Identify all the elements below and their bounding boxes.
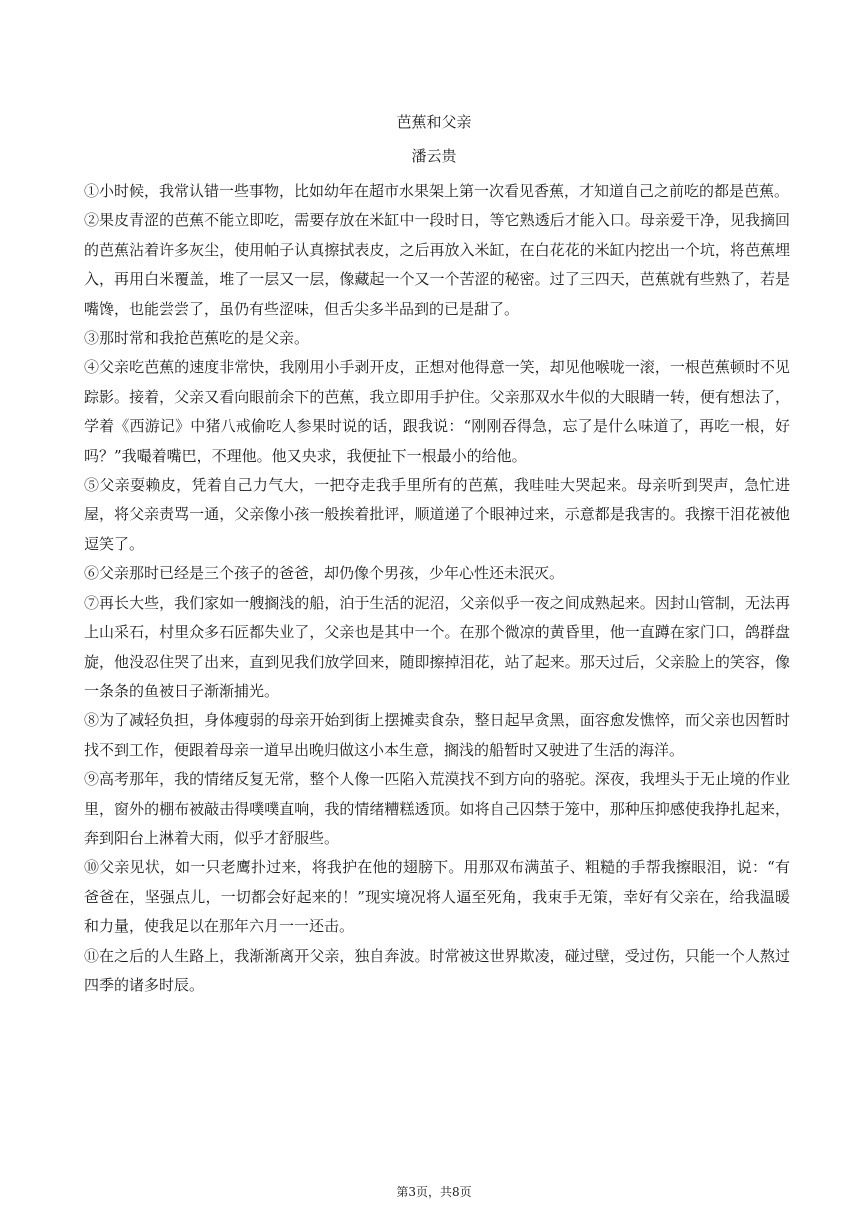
paragraph-8: ⑧为了减轻负担，身体瘦弱的母亲开始到街上摆摊卖食杂，整日起早贪黑，面容愈发憔悴，而父亲也因暂时找不到工作，便跟着母亲一道早出晚归做这小本生意，搁浅的船暂时又驶进了生活的海洋。 [84,711,790,759]
paragraph-5: ⑤父亲耍赖皮，凭着自己力气大，一把夺走我手里所有的芭蕉，我哇哇大哭起来。母亲听到哭声，急忙进屋，将父亲责骂一通，父亲像小孩一般挨着批评，顺道递了个眼神过来，示意都是我害的。我擦干泪花被他逗笑了。 [84,476,790,553]
paragraph-4: ④父亲吃芭蕉的速度非常快，我刚用小手剥开皮，正想对他得意一笑，却见他喉咙一滚，一根芭蕉顿时不见踪影。接着，父亲又看向眼前余下的芭蕉，我立即用手护住。父亲那双水牛似的大眼睛一转，便有想法了，学着《西游记》中猪八戒偷吃人参果时说的话，跟我说：“刚刚吞得急，忘了是什么味道了，再吃一根，好吗？”我嘬着嘴巴，不理他。他又央求，我便扯下一根最小的给他。 [84,358,790,465]
document-body [84,177,790,1000]
paragraph-3: ③那时常和我抢芭蕉吃的是父亲。 [84,329,310,348]
paragraph-6: ⑥父亲那时已经是三个孩子的爸爸，却仍像个男孩，少年心性还未泯灭。 [84,564,565,583]
paragraph-9: ⑨高考那年，我的情绪反复无常，整个人像一匹陷入荒漠找不到方向的骆驼。深夜，我埋头于无止境的作业里，窗外的棚布被敲击得噗噗直响，我的情绪糟糕透顶。如将自己囚禁于笼中，那种压抑感使我挣扎起来，奔到阳台上淋着大雨，似乎才舒服些。 [84,770,790,847]
paragraph-11: ⑪在之后的人生路上，我渐渐离开父亲，独自奔波。时常被这世界欺凌，碰过壁，受过伤，只能一个人熬过四季的诸多时辰。 [84,946,790,994]
paragraph-10: ⑩父亲见状，如一只老鹰扑过来，将我护在他的翅膀下。用那双布满茧子、粗糙的手帮我擦眼泪，说：“有爸爸在，坚强点儿，一切都会好起来的！”现实境况将人逼至死角，我束手无策，幸好有父亲在，给我温暖和力量，使我足以在那年六月一一还击。 [84,858,790,936]
page-number-footer: 第3页，共8页 [396,1185,472,1199]
document-title: 芭蕉和父亲 [396,113,472,131]
paragraph-7: ⑦再长大些，我们家如一艘搁浅的船，泊于生活的泥沼，父亲似乎一夜之间成熟起来。因封山管制，无法再上山采石，村里众多石匠都失业了，父亲也是其中一个。在那个微凉的黄昏里，他一直蹲在家门口，鸽群盘旋，他没忍住哭了出来，直到见我们放学回来，随即擦掉泪花，站了起来。那天过后，父亲脸上的笑容，像一条条的鱼被日子渐渐捕光。 [84,593,790,700]
paragraph-1: ①小时候，我常认错一些事物，比如幼年在超市水果架上第一次看见香蕉，才知道自己之前吃的都是芭蕉。 [84,182,790,200]
author-name: 潘云贵 [411,147,457,165]
paragraph-2: ②果皮青涩的芭蕉不能立即吃，需要存放在米缸中一段时日，等它熟透后才能入口。母亲爱干净，见我摘回的芭蕉沾着许多灰尘，使用帕子认真擦拭表皮，之后再放入米缸，在白花花的米缸内挖出一个坑，将芭蕉埋入，再用白米覆盖，堆了一层又一层，像藏起一个又一个苦涩的秘密。过了三四天，芭蕉就有些熟了，若是嘴馋，也能尝尝了，虽仍有些涩味，但舌尖多半品到的已是甜了。 [84,211,790,318]
